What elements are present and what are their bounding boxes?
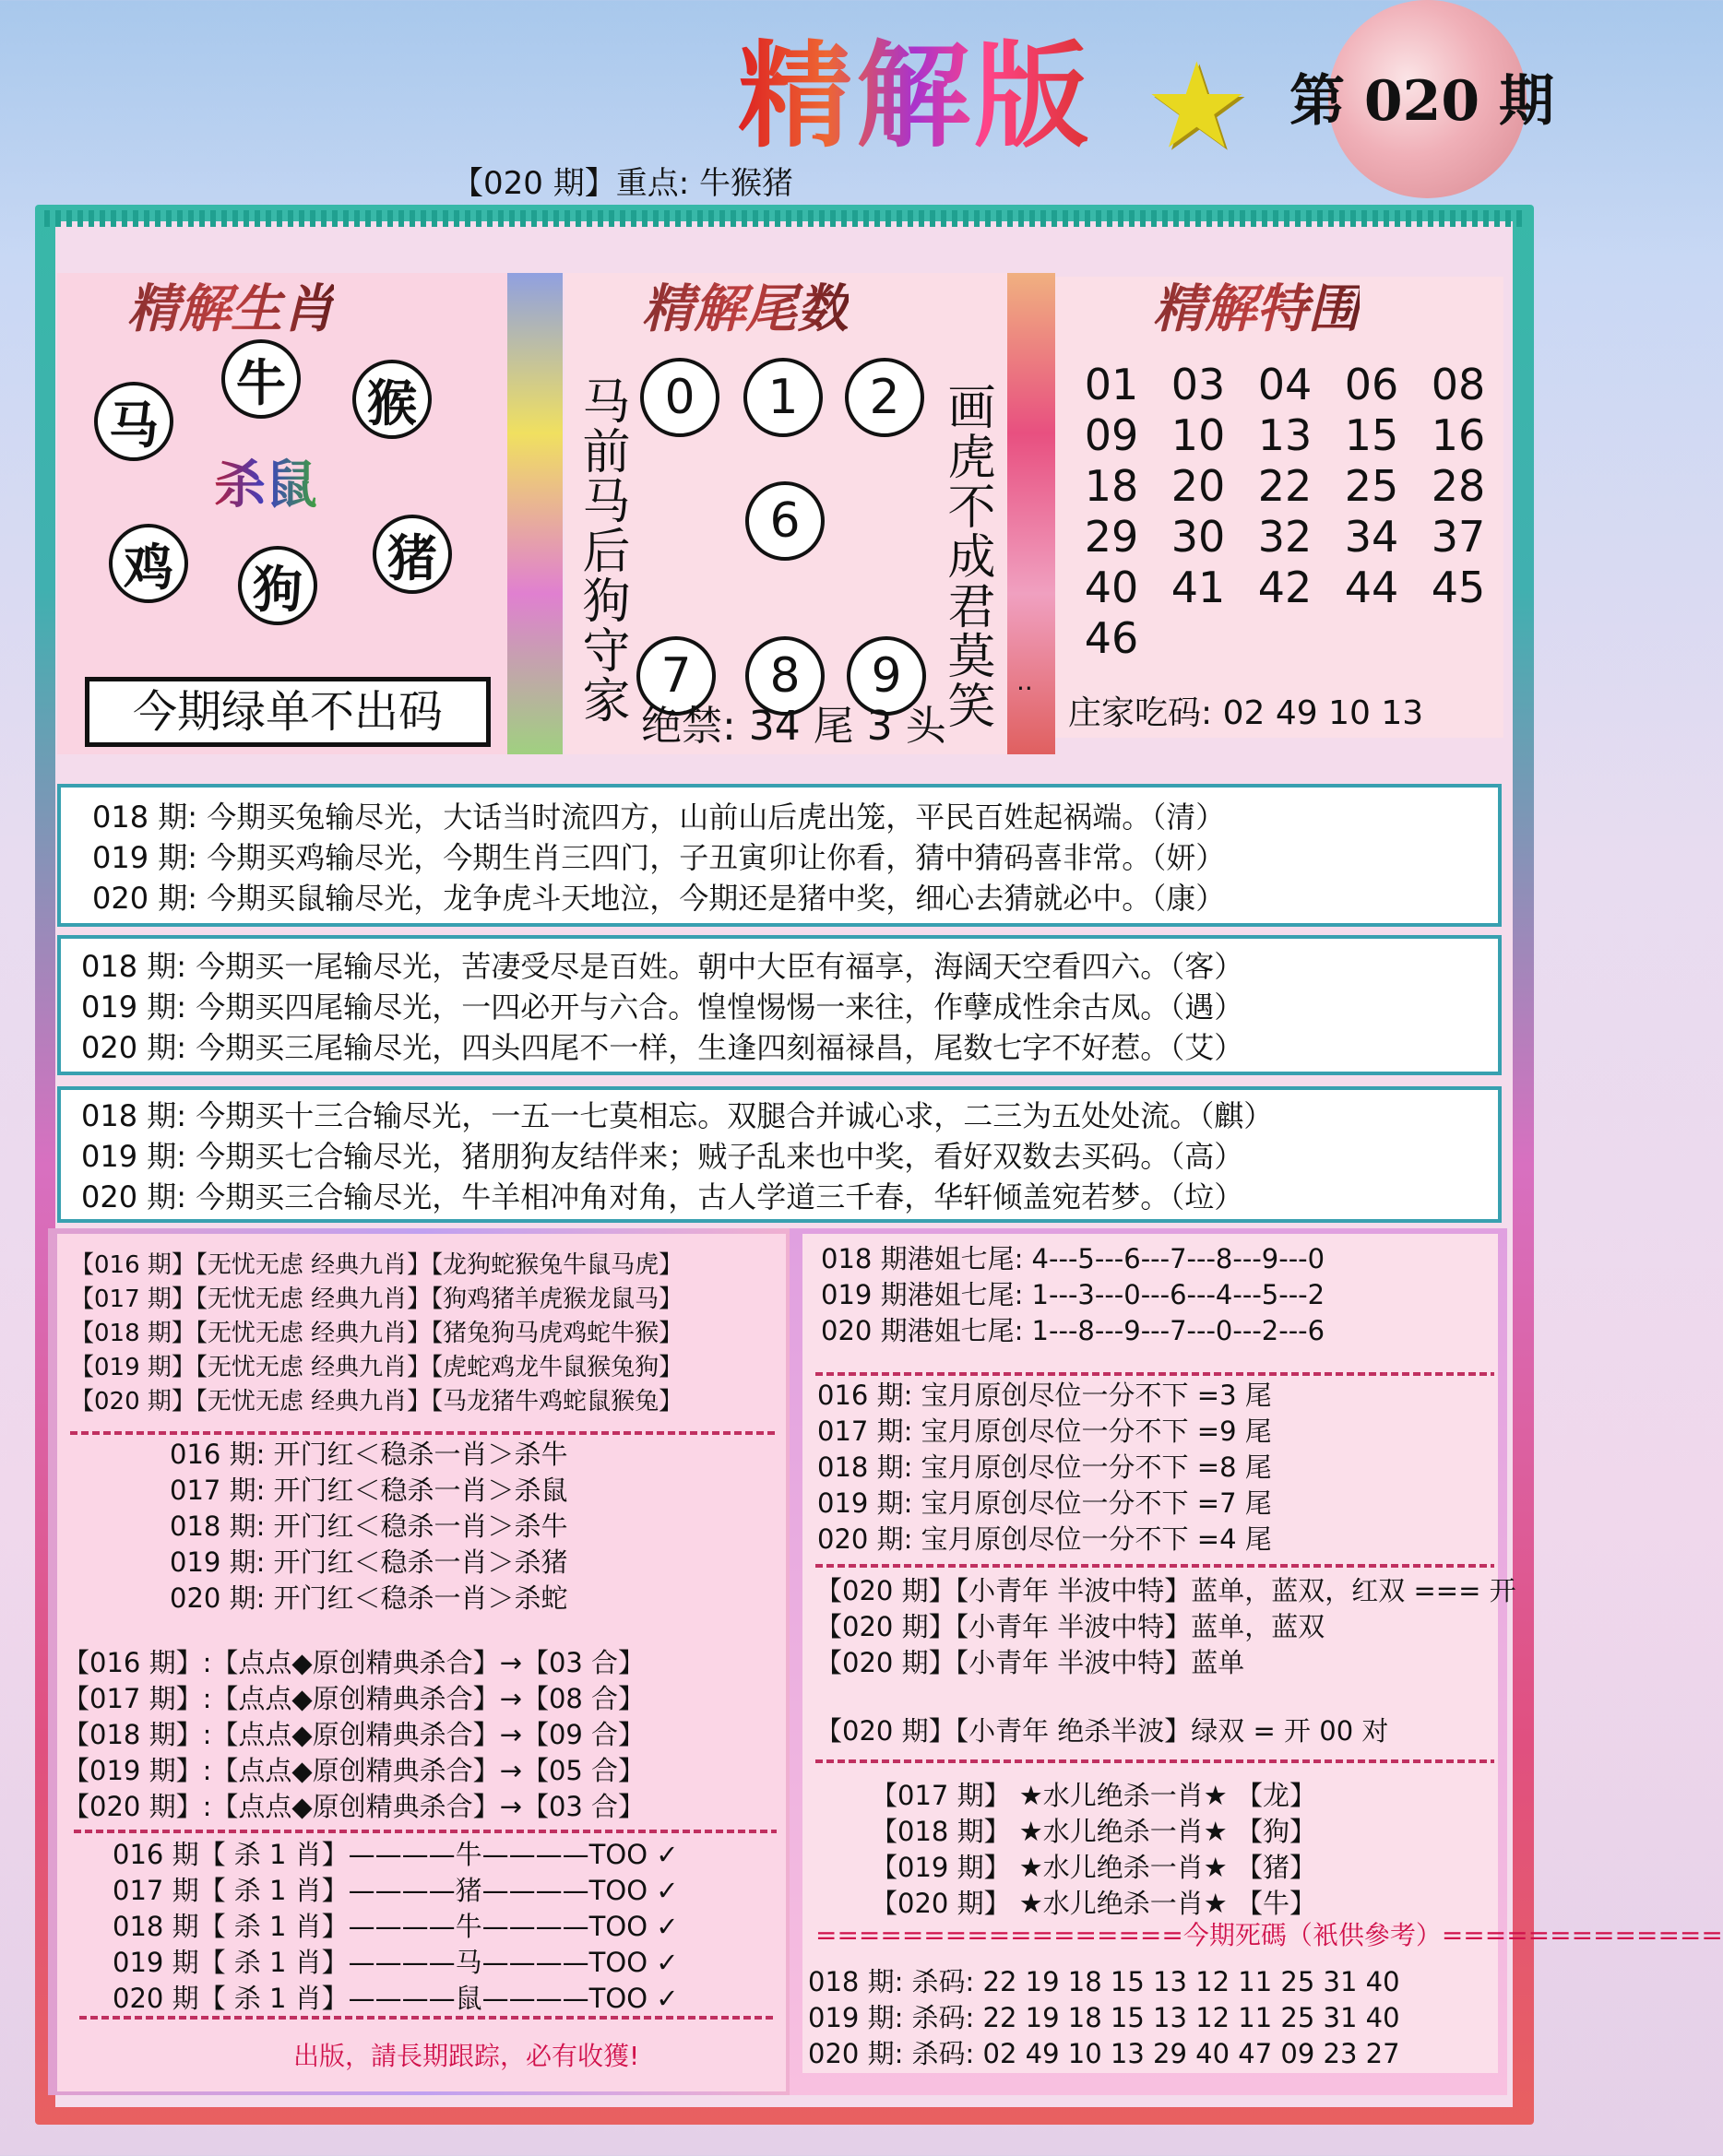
list-item: 017 期: 开门红＜稳杀一肖＞杀鼠 bbox=[170, 1475, 568, 1506]
special-number: 40 bbox=[1084, 563, 1139, 612]
special-number: 44 bbox=[1344, 563, 1399, 612]
list-item: 017 期: 宝月原创尽位一分不下 =9 尾 bbox=[817, 1416, 1272, 1447]
poem-line: 020 期: 今期买鼠输尽光，龙争虎斗天地泣，今期还是猪中奖，细心去猜就必中。（康） bbox=[92, 881, 1226, 916]
zodiac-circle: 狗 bbox=[238, 546, 317, 625]
list-item: 016 期: 宝月原创尽位一分不下 =3 尾 bbox=[817, 1380, 1272, 1411]
poem-line: 019 期: 今期买鸡输尽光，今期生肖三四门，子丑寅卯让你看，猜中猜码喜非常。（妍） bbox=[92, 840, 1226, 875]
special-panel-title: 精解特围 bbox=[1153, 278, 1360, 339]
nine-zodiac-list bbox=[70, 1249, 683, 1419]
list-item: 016 期: 开门红＜稳杀一肖＞杀牛 bbox=[170, 1439, 568, 1470]
list-item: 019 期: 宝月原创尽位一分不下 =7 尾 bbox=[817, 1487, 1272, 1519]
list-item: 【020 期】【小青年 半波中特】蓝单，蓝双，红双 === 开 bbox=[815, 1575, 1516, 1606]
list-item: 016 期【 杀 1 肖】————牛————TOO ✓ bbox=[113, 1839, 679, 1870]
separator bbox=[815, 1564, 1494, 1568]
tail-circle: 2 bbox=[845, 358, 924, 437]
special-number: 30 bbox=[1170, 512, 1226, 562]
special-number: 03 bbox=[1170, 360, 1226, 409]
wave-border bbox=[44, 210, 1525, 227]
zodiac-poem-block bbox=[57, 784, 1502, 927]
poem-line: 019 期: 今期买四尾输尽光，一四必开与六合。惶惶惕惕一来往，作孽成性余古凤。（遇） bbox=[81, 989, 1244, 1025]
combo-poem-block bbox=[57, 1086, 1502, 1223]
water-kill-list bbox=[871, 1778, 1316, 1922]
zodiac-circle: 牛 bbox=[221, 339, 301, 419]
poem-line: 018 期: 今期买兔输尽光，大话当时流四方，山前山后虎出笼，平民百姓起祸端。（清） bbox=[92, 800, 1226, 835]
list-item: 【018 期】【无忧无虑 经典九肖】【猪兔狗马虎鸡蛇牛猴】 bbox=[70, 1320, 683, 1347]
special-number: 08 bbox=[1431, 360, 1486, 409]
list-item: 018 期【 杀 1 肖】————牛————TOO ✓ bbox=[113, 1911, 679, 1942]
color-strip bbox=[507, 273, 563, 754]
logo-title: 精解版 bbox=[738, 28, 1092, 166]
list-item: 【017 期】:【点点◆原创精典杀合】→【08 合】 bbox=[63, 1683, 646, 1714]
poem-line: 018 期: 今期买十三合输尽光，一五一七莫相忘。双腿合并诚心求，二三为五处处流。（麒） bbox=[81, 1098, 1274, 1133]
list-item: 019 期: 开门红＜稳杀一肖＞杀猪 bbox=[170, 1546, 568, 1578]
list-item: 【020 期】【小青年 半波中特】蓝单 bbox=[815, 1647, 1245, 1678]
list-item: 020 期: 杀码: 02 49 10 13 29 40 47 09 23 27 bbox=[808, 2038, 1400, 2069]
special-number: 20 bbox=[1170, 461, 1226, 511]
issue-number: 第 020 期 bbox=[1289, 69, 1555, 134]
kill-one-list bbox=[113, 1837, 679, 2017]
banker-codes: 庄家吃码: 02 49 10 13 bbox=[1068, 694, 1424, 732]
zodiac-circle: 猴 bbox=[352, 360, 432, 439]
list-item: 【020 期】【无忧无虑 经典九肖】【马龙猪牛鸡蛇鼠猴兔】 bbox=[70, 1388, 683, 1416]
dots: .. bbox=[1016, 666, 1033, 696]
special-number: 41 bbox=[1170, 563, 1226, 612]
separator bbox=[74, 1830, 777, 1833]
baoyue-list bbox=[817, 1378, 1272, 1558]
zodiac-circle: 马 bbox=[94, 382, 173, 461]
list-item: 018 期港姐七尾: 4---5---6---7---8---9---0 bbox=[821, 1243, 1325, 1274]
tail-circle: 7 bbox=[636, 636, 716, 716]
special-number: 06 bbox=[1344, 360, 1399, 409]
seven-tails-list bbox=[821, 1241, 1325, 1349]
list-item: 018 期: 杀码: 22 19 18 15 13 12 11 25 31 40 bbox=[808, 1966, 1400, 1997]
zodiac-panel-title: 精解生肖 bbox=[127, 278, 334, 339]
tail-circle: 0 bbox=[640, 358, 719, 437]
list-item: 【016 期】【无忧无虑 经典九肖】【龙狗蛇猴兔牛鼠马虎】 bbox=[70, 1251, 683, 1279]
special-number: 13 bbox=[1257, 410, 1313, 460]
special-number: 25 bbox=[1344, 461, 1399, 511]
special-number: 16 bbox=[1431, 410, 1486, 460]
special-number: 10 bbox=[1170, 410, 1226, 460]
list-item: 【020 期】:【点点◆原创精典杀合】→【03 合】 bbox=[63, 1791, 646, 1822]
list-item: 【018 期】:【点点◆原创精典杀合】→【09 合】 bbox=[63, 1719, 646, 1750]
special-number: 29 bbox=[1084, 512, 1139, 562]
poem-line: 020 期: 今期买三合输尽光，牛羊相冲角对角，古人学道三千春，华轩倾盖宛若梦。（垃） bbox=[81, 1179, 1244, 1214]
special-number: 32 bbox=[1257, 512, 1313, 562]
special-number: 34 bbox=[1344, 512, 1399, 562]
list-item: 019 期【 杀 1 肖】————马————TOO ✓ bbox=[113, 1947, 679, 1978]
special-number: 46 bbox=[1084, 613, 1139, 663]
special-number: 22 bbox=[1257, 461, 1313, 511]
poem-line: 018 期: 今期买一尾输尽光，苦凄受尽是百姓。朝中大臣有福享，海阔天空看四六。（客） bbox=[81, 949, 1244, 984]
list-item: 017 期【 杀 1 肖】————猪————TOO ✓ bbox=[113, 1875, 679, 1906]
kill-combo-list bbox=[63, 1645, 645, 1825]
left-verse: 马前马后狗守家 bbox=[574, 376, 629, 725]
tail-panel-title: 精解尾数 bbox=[642, 278, 849, 339]
green-note-box: 今期绿单不出码 bbox=[85, 677, 491, 747]
list-item: 019 期: 杀码: 22 19 18 15 13 12 11 25 31 40 bbox=[808, 2002, 1400, 2033]
list-item: 【017 期】【无忧无虑 经典九肖】【狗鸡猪羊虎猴龙鼠马】 bbox=[70, 1285, 683, 1313]
list-item: 【016 期】:【点点◆原创精典杀合】→【03 合】 bbox=[63, 1647, 646, 1678]
list-item: 【019 期】【无忧无虑 经典九肖】【虎蛇鸡龙牛鼠猴兔狗】 bbox=[70, 1354, 683, 1381]
special-number: 28 bbox=[1431, 461, 1486, 511]
forbid-line: 绝禁: 34 尾 3 头 bbox=[641, 703, 946, 750]
poem-line: 020 期: 今期买三尾输尽光，四头四尾不一样，生逢四刻福禄昌，尾数七字不好惹。（艾） bbox=[81, 1030, 1244, 1065]
list-item: 020 期: 宝月原创尽位一分不下 =4 尾 bbox=[817, 1523, 1272, 1555]
tail-circle: 1 bbox=[743, 358, 823, 437]
list-item: 019 期港姐七尾: 1---3---0---6---4---5---2 bbox=[821, 1279, 1325, 1310]
list-item: 【020 期】 ★水儿绝杀一肖★ 【牛】 bbox=[871, 1888, 1317, 1919]
special-number: 09 bbox=[1084, 410, 1139, 460]
list-item: 020 期: 开门红＜稳杀一肖＞杀蛇 bbox=[170, 1582, 568, 1614]
tail-circle: 8 bbox=[745, 636, 825, 716]
special-number: 45 bbox=[1431, 563, 1486, 612]
tail-circle: 9 bbox=[847, 636, 926, 716]
half-wave-list bbox=[815, 1573, 1516, 1681]
list-item: 018 期: 开门红＜稳杀一肖＞杀牛 bbox=[170, 1510, 568, 1542]
separator bbox=[815, 1759, 1494, 1763]
kill-zodiac: 杀鼠 bbox=[214, 454, 317, 518]
poem-line: 019 期: 今期买七合输尽光，猪朋狗友结伴来；贼子乱来也中奖，看好双数去买码。（高） bbox=[81, 1139, 1244, 1174]
right-verse: 画虎不成君莫笑 bbox=[939, 382, 994, 730]
list-item: 【017 期】 ★水儿绝杀一肖★ 【龙】 bbox=[871, 1780, 1317, 1811]
separator bbox=[815, 1372, 1494, 1376]
list-item: 【020 期】【小青年 半波中特】蓝单，蓝双 bbox=[815, 1611, 1325, 1642]
separator bbox=[70, 1431, 777, 1435]
kill-half-wave: 【020 期】【小青年 绝杀半波】绿双 = 开 00 对 bbox=[815, 1715, 1389, 1747]
footer-note: 出版，請長期跟踪，必有收獲! bbox=[293, 2041, 640, 2071]
special-number: 01 bbox=[1084, 360, 1139, 409]
special-number-grid bbox=[1068, 360, 1502, 664]
list-item: 【019 期】 ★水儿绝杀一肖★ 【猪】 bbox=[871, 1852, 1317, 1883]
special-number: 15 bbox=[1344, 410, 1399, 460]
tail-circle: 6 bbox=[745, 481, 825, 561]
zodiac-circle: 猪 bbox=[373, 515, 452, 594]
list-item: 【019 期】:【点点◆原创精典杀合】→【05 合】 bbox=[63, 1755, 646, 1786]
special-number: 42 bbox=[1257, 563, 1313, 612]
special-number: 37 bbox=[1431, 512, 1486, 562]
special-number: 18 bbox=[1084, 461, 1139, 511]
open-red-list bbox=[170, 1437, 568, 1617]
dead-code-title: =================今期死碼（衹供參考）============= bbox=[815, 1920, 1723, 1950]
focus-line: 【020 期】重点: 牛猴猪 bbox=[452, 165, 793, 202]
list-item: 【018 期】 ★水儿绝杀一肖★ 【狗】 bbox=[871, 1816, 1317, 1847]
dead-code-list bbox=[808, 1964, 1400, 2072]
list-item: 018 期: 宝月原创尽位一分不下 =8 尾 bbox=[817, 1451, 1272, 1483]
zodiac-circle: 鸡 bbox=[109, 524, 188, 603]
separator bbox=[79, 2016, 777, 2020]
tail-poem-block bbox=[57, 935, 1502, 1075]
list-item: 020 期港姐七尾: 1---8---9---7---0---2---6 bbox=[821, 1315, 1325, 1346]
list-item: 020 期【 杀 1 肖】————鼠————TOO ✓ bbox=[113, 1983, 679, 2014]
special-number: 04 bbox=[1257, 360, 1313, 409]
star-icon: ★ bbox=[1144, 38, 1250, 175]
